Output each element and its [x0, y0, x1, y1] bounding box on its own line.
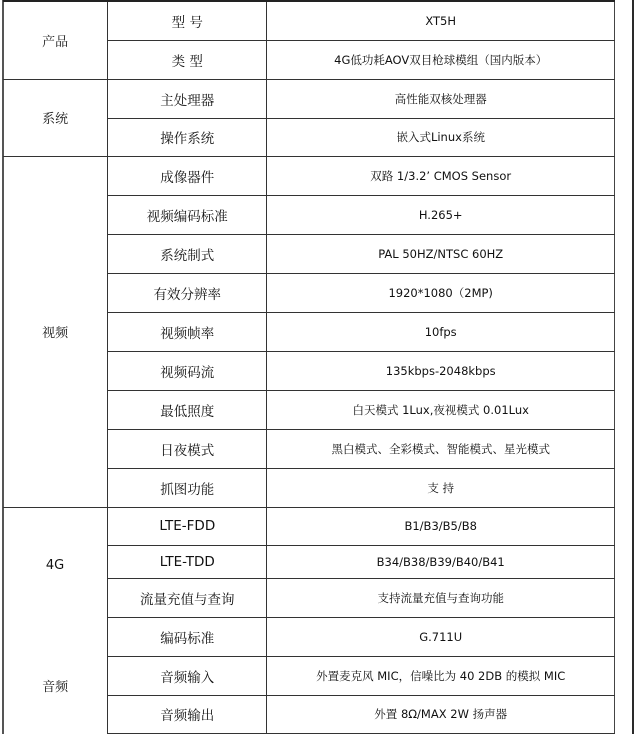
- category-audio: 音频: [42, 679, 69, 695]
- key-type: 类 型: [108, 40, 267, 79]
- key-audio-input: 音频输入: [108, 656, 267, 695]
- category-4g-audio: [3, 507, 108, 733]
- key-resolution: 有效分辨率: [108, 273, 267, 312]
- key-bitrate: 视频码流: [108, 351, 267, 390]
- key-audio-output: 音频输出: [108, 695, 267, 733]
- value-os: 嵌入式Linux系统: [267, 118, 615, 156]
- key-video-codec: 视频编码标准: [108, 195, 267, 234]
- value-processor: 高性能双核处理器: [267, 79, 615, 118]
- key-system-format: 系统制式: [108, 234, 267, 273]
- table-row: [3, 79, 615, 118]
- key-model: 型 号: [108, 1, 267, 40]
- table-row: [3, 1, 615, 40]
- value-system-format: PAL 50HZ/NTSC 60HZ: [267, 234, 615, 273]
- value-type: 4G低功耗AOV双目枪球模组（国内版本）: [267, 40, 615, 79]
- key-audio-codec: 编码标准: [108, 617, 267, 656]
- table-row: [3, 507, 615, 545]
- value-day-night-mode: 黑白模式、全彩模式、智能模式、星光模式: [267, 429, 615, 468]
- value-min-illumination: 白天模式 1Lux,夜视模式 0.01Lux: [267, 390, 615, 429]
- category-system: 系统: [3, 79, 108, 156]
- key-snapshot: 抓图功能: [108, 468, 267, 507]
- key-processor: 主处理器: [108, 79, 267, 118]
- key-frame-rate: 视频帧率: [108, 312, 267, 351]
- key-data-recharge: 流量充值与查询: [108, 578, 267, 617]
- value-sensor: 双路 1/3.2’ CMOS Sensor: [267, 156, 615, 195]
- value-audio-output: 外置 8Ω/MAX 2W 扬声器: [267, 695, 615, 733]
- value-snapshot: 支 持: [267, 468, 615, 507]
- value-frame-rate: 10fps: [267, 312, 615, 351]
- value-model: XT5H: [267, 1, 615, 40]
- key-lte-tdd: LTE-TDD: [108, 545, 267, 578]
- value-data-recharge: 支持流量充值与查询功能: [267, 578, 615, 617]
- key-os: 操作系统: [108, 118, 267, 156]
- value-audio-input: 外置麦克风 MIC，信噪比为 40 2DB 的模拟 MIC: [267, 656, 615, 695]
- key-lte-fdd: LTE-FDD: [108, 507, 267, 545]
- value-lte-fdd: B1/B3/B5/B8: [267, 507, 615, 545]
- value-audio-codec: G.711U: [267, 617, 615, 656]
- key-day-night-mode: 日夜模式: [108, 429, 267, 468]
- key-min-illumination: 最低照度: [108, 390, 267, 429]
- category-4g: 4G: [45, 557, 65, 573]
- key-sensor: 成像器件: [108, 156, 267, 195]
- page-right-border: [632, 0, 634, 734]
- category-product: 产品: [3, 1, 108, 79]
- spec-table: [3, 0, 615, 734]
- value-lte-tdd: B34/B38/B39/B40/B41: [267, 545, 615, 578]
- category-video: 视频: [3, 156, 108, 507]
- table-row: [3, 156, 615, 195]
- value-resolution: 1920*1080（2MP): [267, 273, 615, 312]
- value-video-codec: H.265+: [267, 195, 615, 234]
- value-bitrate: 135kbps-2048kbps: [267, 351, 615, 390]
